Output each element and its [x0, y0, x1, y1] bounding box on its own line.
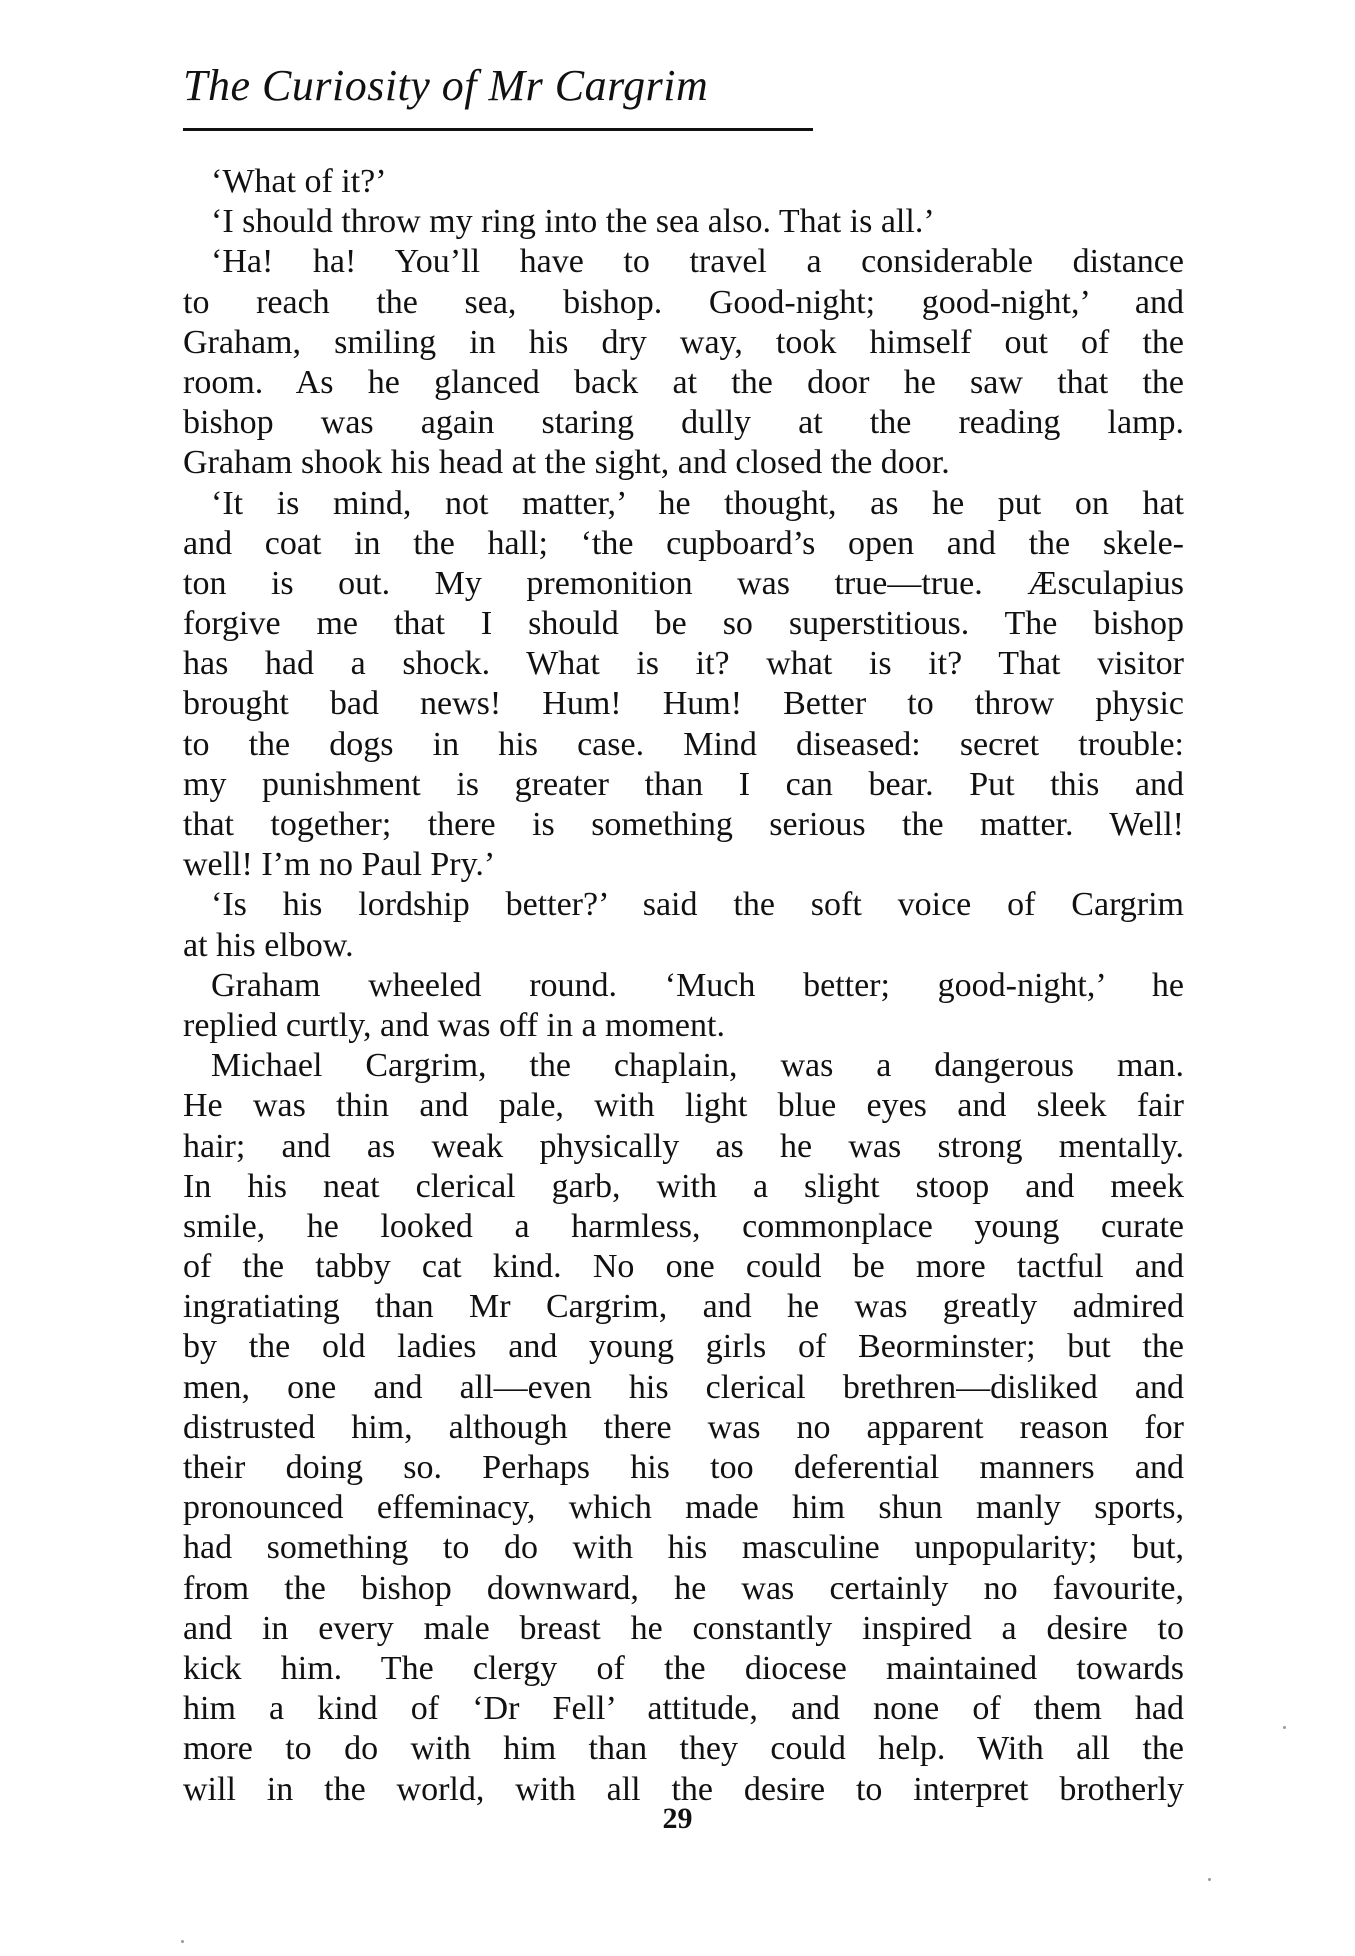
text-line: to the dogs in his case. Mind diseased: secret trouble: — [183, 725, 1184, 763]
text-line: ‘What of it?’ — [211, 163, 387, 200]
text-line: that together; there is something serious the matter. Well! — [183, 806, 1184, 843]
text-line: room. As he glanced back at the door he saw that the — [183, 363, 1184, 401]
text-line: ingratiating than Mr Cargrim, and he was greatly admired — [183, 1288, 1184, 1326]
paper-speck — [1208, 1878, 1211, 1881]
paper-speck — [181, 1940, 184, 1943]
text-line: their doing so. Perhaps his too deferential manners and — [183, 1449, 1184, 1486]
header-rule — [183, 128, 813, 131]
paper-speck — [1283, 1726, 1286, 1729]
text-line: more to do with him than they could help. With all the — [183, 1730, 1184, 1768]
text-line: of the tabby cat kind. No one could be more tactful and — [183, 1248, 1184, 1286]
text-line: ‘It is mind, not matter,’ he thought, as he put on hat — [211, 484, 1184, 522]
page-number: 29 — [662, 1802, 693, 1835]
text-line: pronounced effeminacy, which made him shun manly sports, — [183, 1489, 1184, 1527]
text-line: and in every male breast he constantly inspired a desire to — [183, 1609, 1184, 1647]
text-line: He was thin and pale, with light blue eyes and sleek fair — [183, 1087, 1184, 1125]
text-line: by the old ladies and young girls of Beorminster; but the — [183, 1328, 1184, 1366]
text-line: Graham wheeled round. ‘Much better; good-night,’ he — [211, 966, 1184, 1004]
text-line: has had a shock. What is it? what is it? That visitor — [183, 645, 1184, 683]
text-line: will in the world, with all the desire to interpret brotherly — [183, 1770, 1184, 1808]
text-line: bishop was again staring dully at the reading lamp. — [183, 404, 1184, 442]
text-line: Michael Cargrim, the chaplain, was a dangerous man. — [211, 1047, 1184, 1085]
text-line: ‘I should throw my ring into the sea also. That is all.’ — [211, 203, 935, 241]
text-line: at his elbow. — [183, 926, 354, 964]
text-line: brought bad news! Hum! Hum! Better to throw physic — [183, 685, 1184, 723]
text-line: ton is out. My premonition was true—true. Æsculapius — [183, 564, 1184, 602]
text-line: smile, he looked a harmless, commonplace young curate — [183, 1207, 1184, 1245]
text-line: replied curtly, and was off in a moment. — [183, 1006, 725, 1044]
text-line: to reach the sea, bishop. Good-night; good-night,’ and — [183, 283, 1184, 321]
text-line: had something to do with his masculine unpopularity; but, — [183, 1529, 1184, 1567]
text-line: hair; and as weak physically as he was strong mentally. — [183, 1127, 1184, 1165]
text-line: Graham, smiling in his dry way, took himself out of the — [183, 323, 1184, 361]
text-line: ‘Is his lordship better?’ said the soft voice of Cargrim — [211, 886, 1184, 924]
text-line: him a kind of ‘Dr Fell’ attitude, and none of them had — [183, 1690, 1184, 1728]
text-line: Graham shook his head at the sight, and closed the door. — [183, 444, 950, 482]
text-line: In his neat clerical garb, with a slight stoop and meek — [183, 1167, 1184, 1205]
text-line: from the bishop downward, he was certainly no favourite, — [183, 1569, 1184, 1607]
text-line: kick him. The clergy of the diocese maintained towards — [183, 1649, 1184, 1687]
text-line: forgive me that I should be so superstitious. The bishop — [183, 605, 1184, 643]
text-line: my punishment is greater than I can bear. Put this and — [183, 765, 1184, 803]
body-text — [183, 162, 1184, 1810]
text-line: and coat in the hall; ‘the cupboard’s open and the skele- — [183, 524, 1184, 562]
text-line: well! I’m no Paul Pry.’ — [183, 846, 496, 884]
text-line: distrusted him, although there was no apparent reason for — [183, 1408, 1184, 1446]
text-line: men, one and all—even his clerical brethren—disliked and — [183, 1368, 1184, 1406]
text-line: ‘Ha! ha! You’ll have to travel a considerable distance — [211, 243, 1184, 281]
running-head: The Curiosity of Mr Cargrim — [183, 61, 709, 110]
